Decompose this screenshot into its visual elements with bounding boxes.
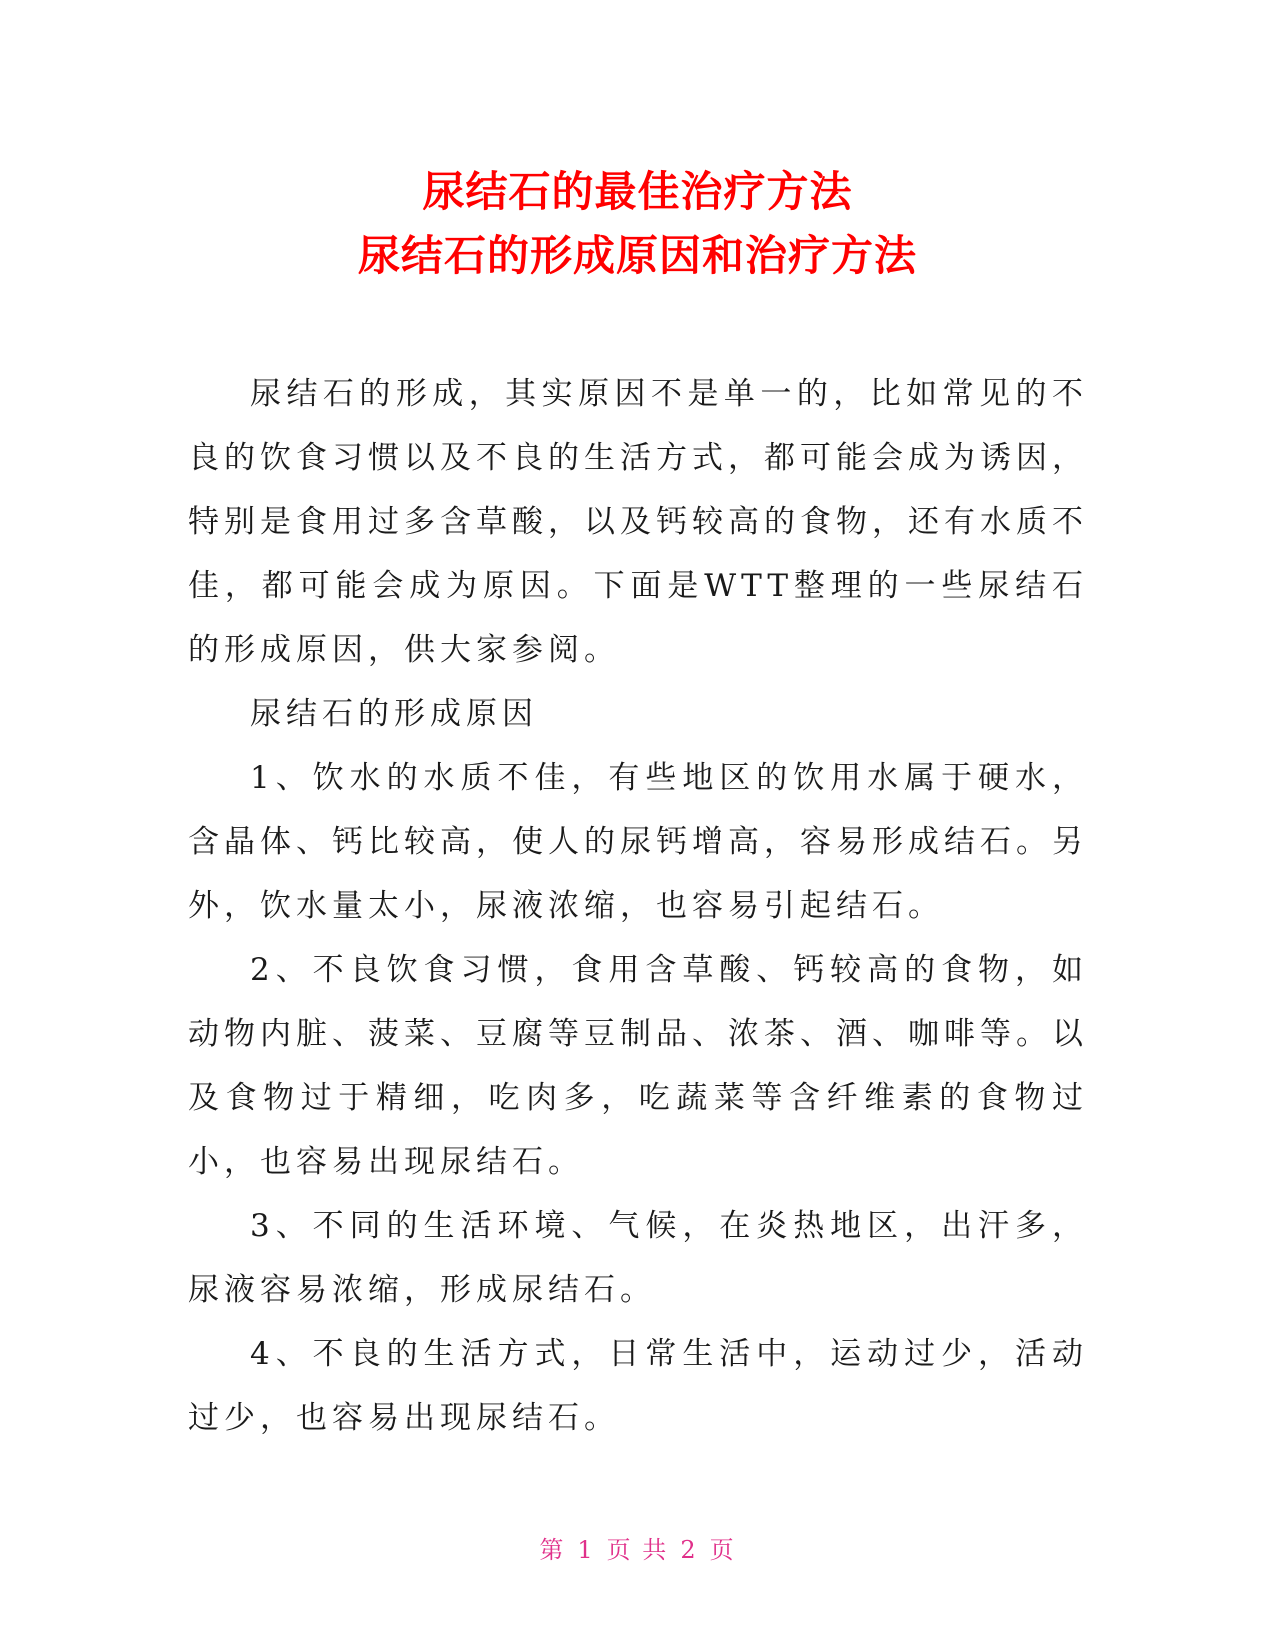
cause-item-3: 3、不同的生活环境、气候，在炎热地区，出汗多，尿液容易浓缩，形成尿结石。 (188, 1208, 1088, 1308)
page-footer (0, 1530, 1275, 1565)
footer-middle: 页 共 (606, 1536, 669, 1564)
footer-total-pages: 2 (680, 1536, 698, 1564)
footer-page-number: 1 (577, 1536, 595, 1564)
cause-item-2: 2、不良饮食习惯，食用含草酸、钙较高的食物，如动物内脏、菠菜、豆腐等豆制品、浓茶、酒、咖啡等。以及食物过于精细，吃肉多，吃蔬菜等含纤维素的食物过小，也容易出现尿结石。 (188, 952, 1088, 1180)
cause-item-1: 1、饮水的水质不佳，有些地区的饮用水属于硬水，含晶体、钙比较高，使人的尿钙增高，容易形成结石。另外，饮水量太小，尿液浓缩，也容易引起结石。 (188, 760, 1088, 924)
intro-paragraph: 尿结石的形成，其实原因不是单一的，比如常见的不良的饮食习惯以及不良的生活方式，都可能会成为诱因，特别是食用过多含草酸，以及钙较高的食物，还有水质不佳，都可能会成为原因。下面是WTT整理的一些尿结石的形成原因，供大家参阅。 (188, 376, 1088, 668)
footer-prefix: 第 (539, 1536, 566, 1564)
title-line-1: 尿结石的最佳治疗方法 (422, 167, 853, 216)
document-body (188, 362, 1088, 1450)
section-heading: 尿结石的形成原因 (250, 696, 538, 732)
cause-item-4: 4、不良的生活方式，日常生活中，运动过少，活动过少，也容易出现尿结石。 (188, 1336, 1088, 1436)
footer-suffix: 页 (709, 1536, 736, 1564)
document-title (0, 160, 1275, 288)
title-line-2: 尿结石的形成原因和治疗方法 (357, 231, 917, 280)
